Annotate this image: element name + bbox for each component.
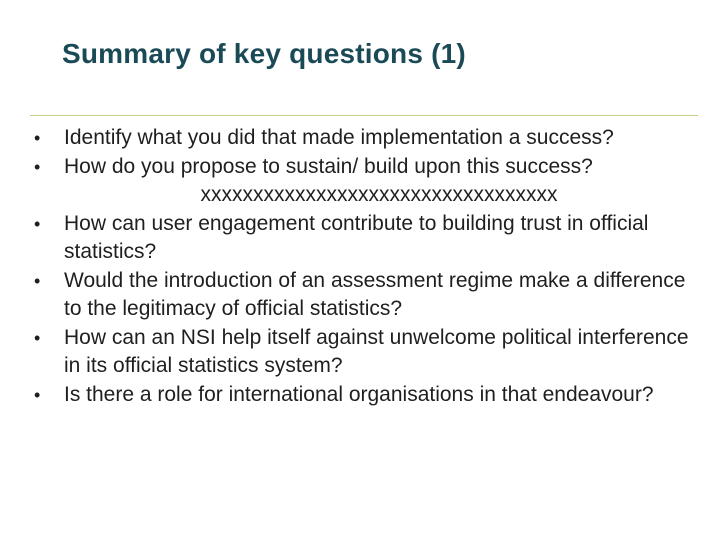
bullet-item [34,153,694,182]
placeholder-filler-line: xxxxxxxxxxxxxxxxxxxxxxxxxxxxxxxxxx [200,183,558,206]
bullet-item [34,210,694,267]
bullet-item [34,267,694,324]
bullet-dot-icon: • [34,270,41,291]
bullet-item [34,381,694,410]
bullet-dot-icon: • [34,213,41,234]
bullet-dot-icon: • [34,128,41,148]
bullet-text: Would the introduction of an assessment regime make a difference to the legitimacy of official statistics? [64,268,686,320]
bullet-list [34,124,694,409]
slide-title: Summary of key questions (1) [62,38,466,69]
bullet-text: How do you propose to sustain/ build upon this success? [64,154,593,178]
title-divider [30,115,698,116]
bullet-dot-icon: • [34,156,41,177]
bullet-item [34,124,694,153]
bullet-item [34,324,694,381]
bullet-dot-icon: • [34,327,41,348]
bullet-text: Identify what you did that made implementation a success? [64,126,614,149]
bullet-text: How can an NSI help itself against unwelcome political interference in its official statistics system? [64,325,689,377]
bullet-dot-icon: • [34,384,41,405]
bullet-text: Is there a role for international organisations in that endeavour? [64,382,654,406]
bullet-text: How can user engagement contribute to building trust in official statistics? [64,211,649,263]
